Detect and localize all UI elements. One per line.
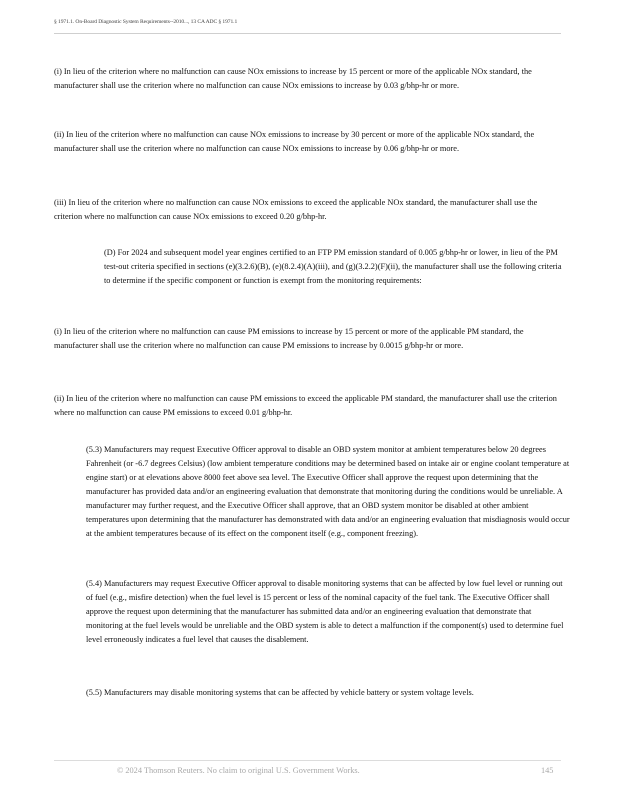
paragraph-section-5-4: (5.4) Manufacturers may request Executive Officer approval to disable monitoring systems that can be affected by low fuel level or running out of fuel (e.g., misfire detection) when the fuel level is 15 percent or less of the nominal capacity of the fuel tank. The Executive Officer shall approve the request upon determining that the manufacturer has submitted data and/or an engineering evaluation that demonstrate that monitoring at the fuel levels would be unreliable and the OBD system is able to detect a malfunction if the component(s) used to determine fuel level erroneously indicates a fuel level that causes the disablement. [86, 579, 564, 644]
footer-divider [54, 760, 561, 761]
paragraph-pm-criteria-intro: (D) For 2024 and subsequent model year engines certified to an FTP PM emission standard of 0.005 g/bhp-hr or lower, in lieu of the PM test-out criteria specified in sections (e)(3.2.6)(B), (e)(8.2.4)(A)(iii), and (g)(3.2.2)(F)(ii), the manufacturer shall use the following criteria to determine if the specific component or function is exempt from the monitoring requirements: [104, 248, 562, 285]
paragraph-section-5-5: (5.5) Manufacturers may disable monitoring systems that can be affected by vehicle battery or system voltage levels. [86, 688, 474, 697]
paragraph-section-5-3: (5.3) Manufacturers may request Executive Officer approval to disable an OBD system monitor at ambient temperatures below 20 degrees Fahrenheit (or -6.7 degrees Celsius) (low ambient temperature conditions may be determined based on intake air or engine coolant temperature at engine start) or at elevations above 8000 feet above sea level. The Executive Officer shall approve the request upon determining that the manufacturer has provided data and/or an engineering evaluation that demonstrate that monitoring during the conditions would be unreliable. A manufacturer may further request, and the Executive Officer shall approve, that an OBD system monitor be disabled at other ambient temperatures upon determining that the manufacturer has demonstrated with data and/or an engineering evaluation that misdiagnosis would occur at the ambient temperatures because of its effect on the component itself (e.g., component freezing). [86, 445, 570, 538]
paragraph-nox-30-percent: (ii) In lieu of the criterion where no malfunction can cause NOx emissions to increase by 30 percent or more of the applicable NOx standard, the manufacturer shall use the criterion where no malfunction can cause NOx emissions to increase by 0.06 g/bhp-hr or more. [54, 130, 535, 153]
footer-copyright: © 2024 Thomson Reuters. No claim to original U.S. Government Works. [117, 766, 360, 775]
header-divider [54, 33, 561, 34]
paragraph-nox-exceed-standard: (iii) In lieu of the criterion where no malfunction can cause NOx emissions to exceed the applicable NOx standard, the manufacturer shall use the criterion where no malfunction can cause NOx emissions to exceed 0.20 g/bhp-hr. [54, 198, 538, 221]
running-header: § 1971.1. On-Board Diagnostic System Requirements--2010..., 13 CA ADC § 1971.1 [54, 19, 238, 25]
paragraph-pm-15-percent: (i) In lieu of the criterion where no malfunction can cause PM emissions to increase by 15 percent or more of the applicable PM standard, the manufacturer shall use the criterion where no malfunction can cause PM emissions to increase by 0.0015 g/bhp-hr or more. [54, 327, 524, 350]
page-number: 145 [541, 766, 554, 775]
paragraph-nox-15-percent: (i) In lieu of the criterion where no malfunction can cause NOx emissions to increase by 15 percent or more of the applicable NOx standard, the manufacturer shall use the criterion where no malfunction can cause NOx emissions to increase by 0.03 g/bhp-hr or more. [54, 67, 532, 90]
paragraph-pm-exceed-standard: (ii) In lieu of the criterion where no malfunction can cause PM emissions to exceed the applicable PM standard, the manufacturer shall use the criterion where no malfunction can cause PM emissions to exceed 0.01 g/bhp-hr. [54, 394, 557, 417]
